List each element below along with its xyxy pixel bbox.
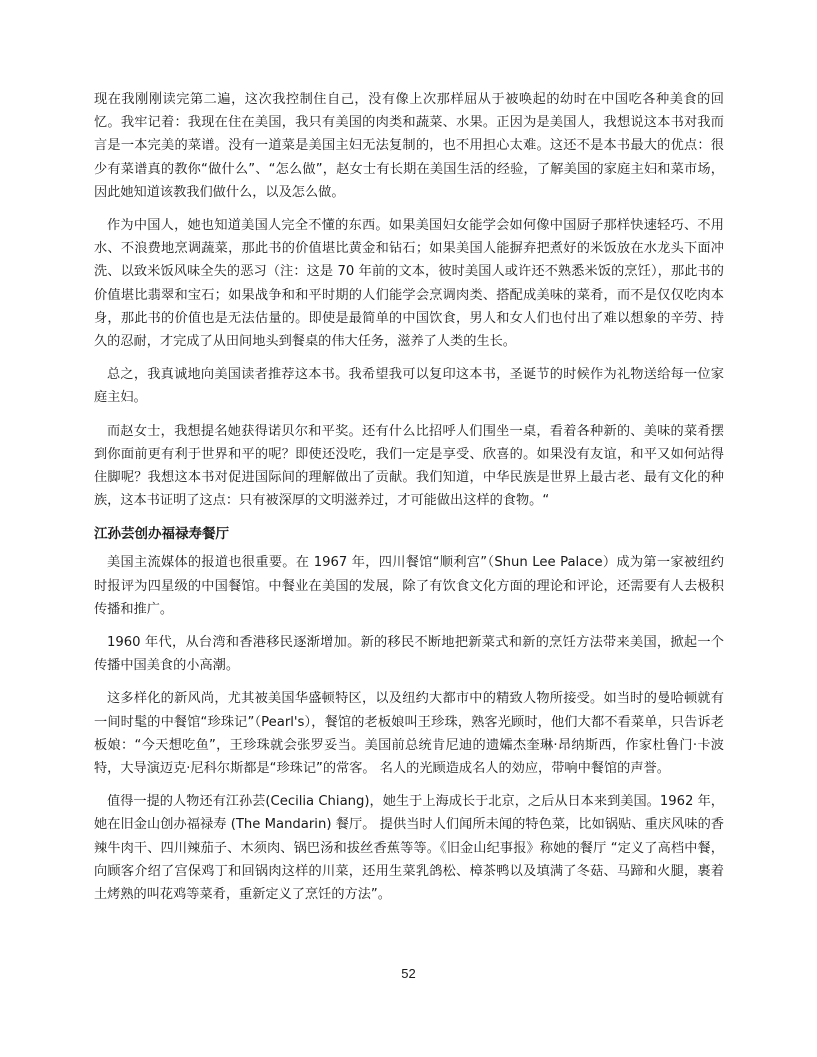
paragraph-8: 值得一提的人物还有江孙芸(Cecilia Chiang)，她生于上海成长于北京，之后从日本来到美国。1962 年，她在旧金山创办福禄寿 (The Mandarin) 餐厅。 提供当时人们闻所未闻的特色菜，比如锅贴、重庆风味的香辣牛肉干、四川辣茄子、木须肉、锅巴汤和拔丝香蕉等等。《旧金山纪事报》称她的餐厅 “定义了高档中餐，向顾客介绍了宫保鸡丁和回锅肉这样的川菜，还用生菜乳鸽松、樟茶鸭以及填满了冬菇、马蹄和火腿，裹着土烤熟的叫花鸡等菜肴，重新定义了烹饪的方法”。 [94,794,724,903]
paragraph-2: 作为中国人，她也知道美国人完全不懂的东西。如果美国妇女能学会如何像中国厨子那样快速轻巧、不用水、不浪费地烹调蔬菜，那此书的价值堪比黄金和钻石；如果美国人能摒弃把煮好的米饭放在水龙头下面冲洗、以致米饭风味全失的恶习（注：这是 70 年前的文本，彼时美国人或许还不熟悉米饭的烹饪），那此书的价值堪比翡翠和宝石；如果战争和和平时期的人们能学会烹调肉类、搭配成美味的菜肴，而不是仅仅吃肉本身，那此书的价值也是无法估量的。即使是最简单的中国饮食，男人和女人们也付出了难以想象的辛劳、持久的忍耐，才完成了从田间地头到餐桌的伟大任务，滋养了人类的生长。 [94,218,724,350]
section-heading: 江孙芸创办福禄寿餐厅 [94,526,229,543]
paragraph-7: 这多样化的新风尚，尤其被美国华盛顿特区，以及纽约大都市中的精致人物所接受。如当时的曼哈顿就有一间时髦的中餐馆“珍珠记”（Pearl's），餐馆的老板娘叫王珍珠，熟客光顾时，他们大都不看菜单，只告诉老板娘：“今天想吃鱼”，王珍珠就会张罗妥当。美国前总统肯尼迪的遗孀杰奎琳·昂纳斯西，作家杜鲁门·卡波特，大导演迈克·尼科尔斯都是“珍珠记”的常客。 名人的光顾造成名人的効应，带响中餐馆的声誉。 [94,691,724,777]
page-number: 52 [401,966,416,981]
paragraph-5: 美国主流媒体的报道也很重要。在 1967 年，四川餐馆“顺利宫”（Shun Lee Palace）成为第一家被纽约时报评为四星级的中国餐馆。中餐业在美国的发展，除了有饮食文化方面的理论和评论，还需要有人去极积传播和推广。 [94,555,724,617]
page-body [94,88,724,916]
paragraph-4: 而赵女士，我想提名她获得诺贝尔和平奖。还有什么比招呼人们围坐一桌，看着各种新的、美味的菜肴摆到你面前更有利于世界和平的呢？即使还没吃，我们一定是享受、欣喜的。如果没有友谊，和平又如何站得住脚呢？我想这本书对促进国际间的理解做出了贡献。我们知道，中华民族是世界上最古老、最有文化的种族，这本书证明了这点：只有被深厚的文明滋养过，才可能做出这样的食物。“ [94,423,724,509]
paragraph-6: 1960 年代，从台湾和香港移民逐渐增加。新的移民不断地把新菜式和新的烹饪方法带来美国，掀起一个传播中国美食的小高潮。 [94,635,724,674]
paragraph-3: 总之，我真诚地向美国读者推荐这本书。我希望我可以复印这本书，圣诞节的时候作为礼物送给每一位家庭主妇。 [94,367,724,406]
paragraph-1: 现在我刚刚读完第二遍，这次我控制住自己，没有像上次那样屈从于被唤起的幼时在中国吃各种美食的回忆。我牢记着：我现在住在美国，我只有美国的肉类和蔬菜、水果。正因为是美国人，我想说这本书对我而言是一本完美的菜谱。没有一道菜是美国主妇无法复制的，也不用担心太难。这还不是本书最大的优点：很少有菜谱真的教你“做什么”、“怎么做”，赵女士有长期在美国生活的经验，了解美国的家庭主妇和菜市场，因此她知道该教我们做什么，以及怎么做。 [94,92,724,200]
